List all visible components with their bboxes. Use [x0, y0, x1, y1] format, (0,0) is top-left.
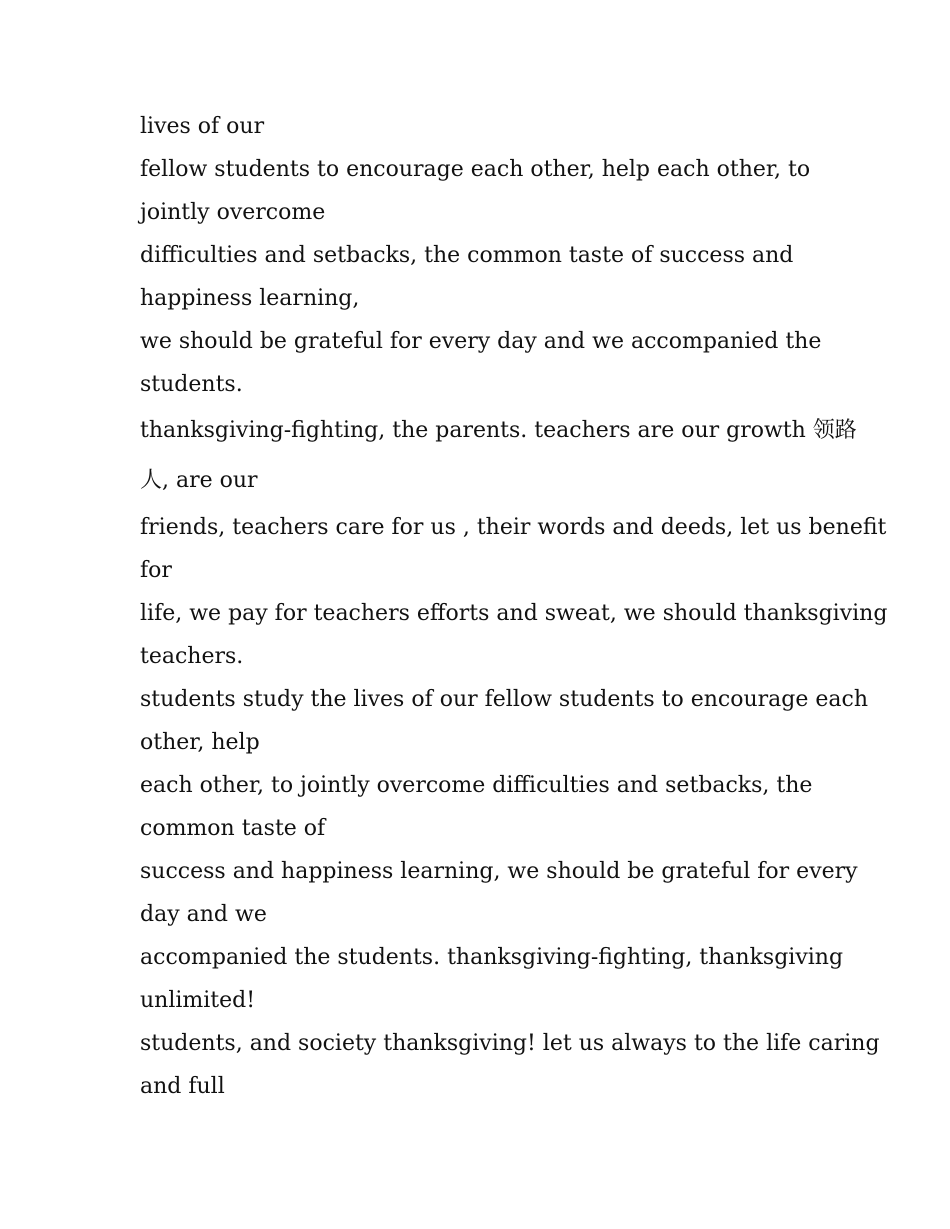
text-line: jointly overcome: [140, 200, 326, 225]
text-line: life, we pay for teachers efforts and sweat, we should thanksgiving: [140, 601, 888, 626]
text-line: common taste of: [140, 816, 326, 841]
text-line: and full: [140, 1074, 225, 1099]
text-line: students.: [140, 372, 243, 397]
text-line: for: [140, 558, 172, 583]
text-line: students, and society thanksgiving! let us always to the life caring: [140, 1031, 880, 1056]
text-line: difficulties and setbacks, the common taste of success and: [140, 243, 794, 268]
body-text: [140, 105, 888, 1108]
text-line: accompanied the students. thanksgiving-fighting, thanksgiving: [140, 945, 844, 970]
text-line: unlimited!: [140, 988, 256, 1013]
text-line: 人, are our: [140, 468, 258, 493]
text-line: each other, to jointly overcome difficulties and setbacks, the: [140, 773, 813, 798]
text-line: happiness learning,: [140, 286, 360, 311]
text-line: other, help: [140, 730, 260, 755]
text-line: fellow students to encourage each other, help each other, to: [140, 157, 811, 182]
text-line: friends, teachers care for us , their words and deeds, let us benefit: [140, 515, 887, 540]
text-line: teachers.: [140, 644, 244, 669]
text-line: students study the lives of our fellow students to encourage each: [140, 687, 868, 712]
text-line: thanksgiving-fighting, the parents. teachers are our growth 领路: [140, 418, 857, 443]
text-line: lives of our: [140, 114, 265, 139]
text-line: day and we: [140, 902, 267, 927]
text-line: success and happiness learning, we should be grateful for every: [140, 859, 858, 884]
text-line: we should be grateful for every day and we accompanied the: [140, 329, 822, 354]
